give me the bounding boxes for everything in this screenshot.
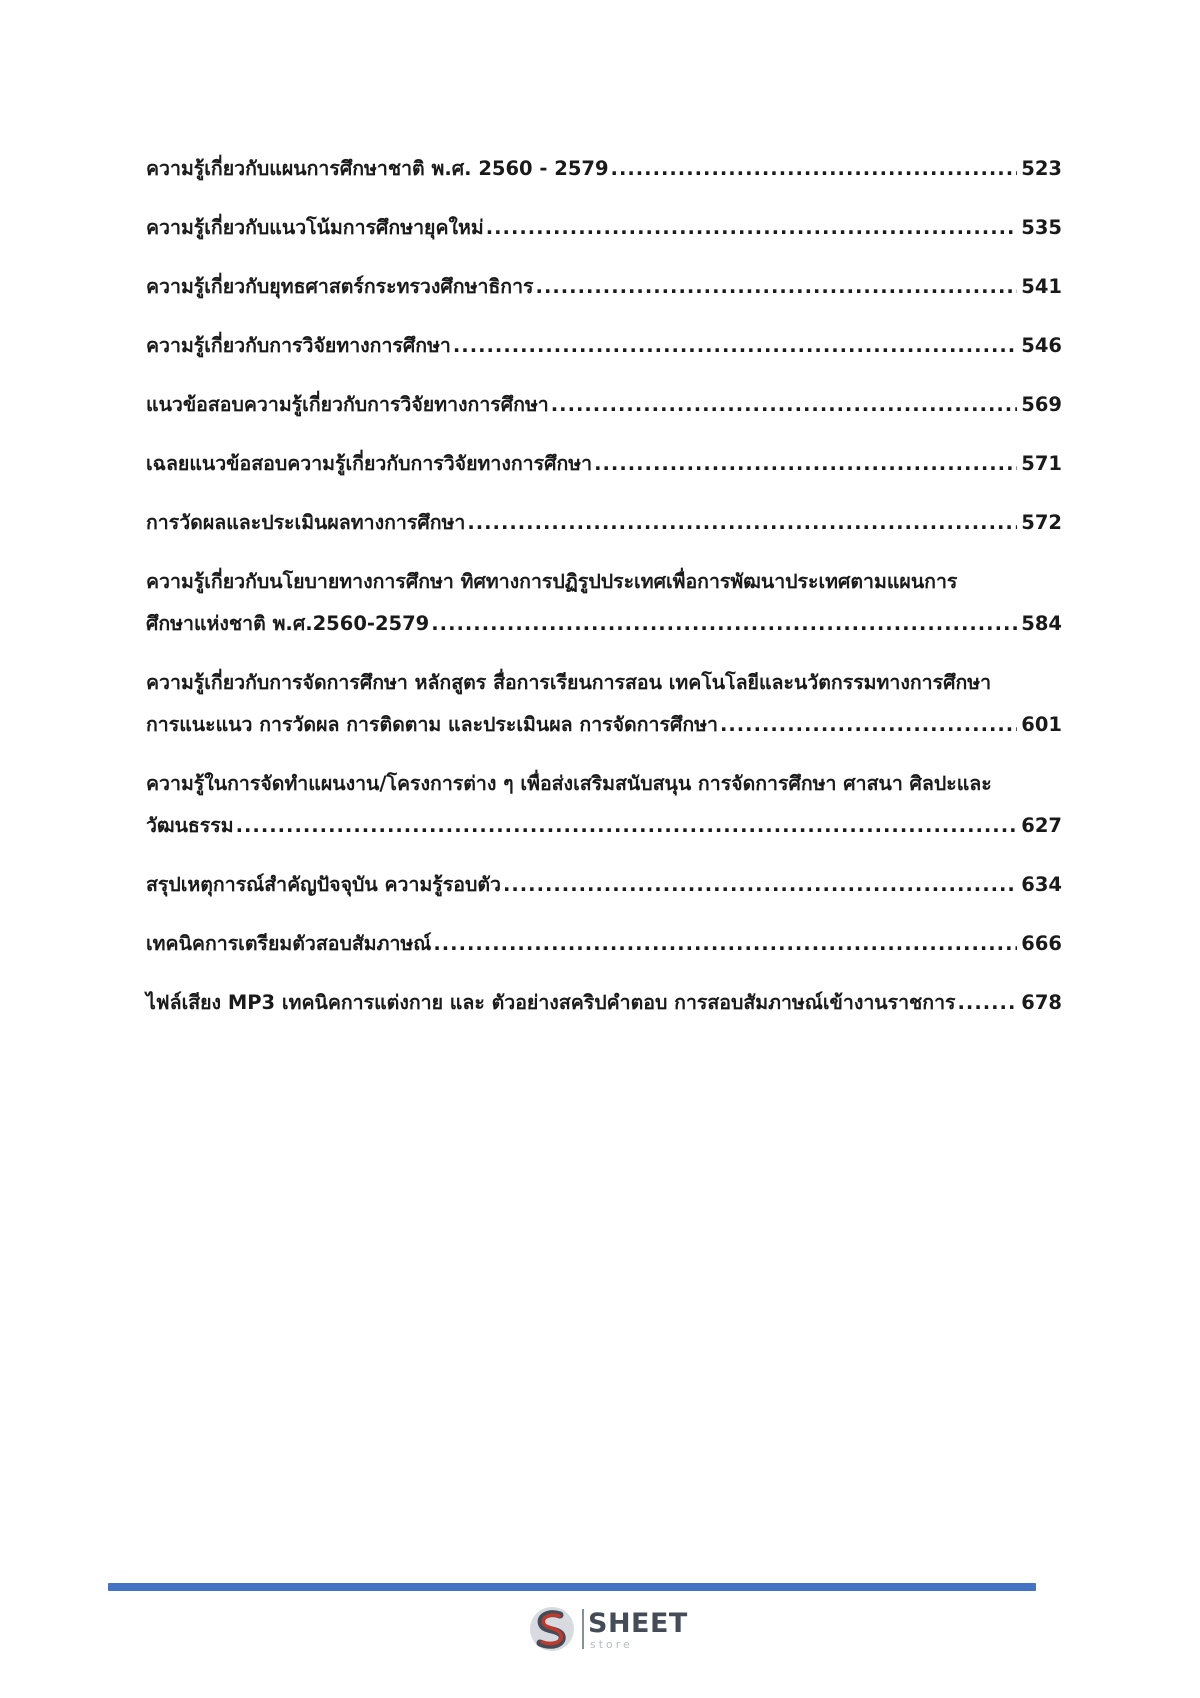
- toc-leader-dots: [720, 704, 1017, 746]
- toc-entry-last-line: [146, 384, 1062, 426]
- logo-s-icon: [526, 1603, 578, 1655]
- toc-page-number: 571: [1021, 452, 1062, 475]
- toc-entry-last-line: [146, 805, 1062, 847]
- toc-leader-dots: [611, 148, 1018, 190]
- toc-entry-title-line: ความรู้เกี่ยวกับการจัดการศึกษา หลักสูตร สื่อการเรียนการสอน เทคโนโลยีและนวัตกรรมทางการศึกษา: [146, 671, 992, 694]
- toc-entry: [146, 662, 1062, 746]
- toc-page-number: 678: [1021, 991, 1062, 1014]
- toc-page-number: 584: [1021, 612, 1062, 635]
- toc-entry-title: เฉลยแนวข้อสอบความรู้เกี่ยวกับการวิจัยทางการศึกษา: [146, 452, 593, 475]
- toc-leader-dots: [236, 805, 1018, 847]
- toc-entry: [146, 207, 1062, 249]
- toc-entry-last-line: [146, 148, 1062, 190]
- toc-page-number: 535: [1021, 216, 1062, 239]
- toc-leader-dots: [433, 923, 1017, 965]
- toc-page-number: 666: [1021, 932, 1062, 955]
- toc-entry-title: วัฒนธรรม: [146, 814, 234, 837]
- footer-rule: [108, 1583, 1036, 1591]
- toc-entry-last-line: [146, 325, 1062, 367]
- sheet-store-logo: [526, 1603, 686, 1659]
- toc-page-number: 569: [1021, 393, 1062, 416]
- toc-entry: [146, 864, 1062, 906]
- toc-entry: [146, 982, 1062, 1024]
- toc-entry-title: ไฟล์เสียง MP3 เทคนิคการแต่งกาย และ ตัวอย่างสคริปคำตอบ การสอบสัมภาษณ์เข้างานราชการ: [146, 991, 956, 1014]
- toc-entry: [146, 443, 1062, 485]
- toc-leader-dots: [467, 502, 1017, 544]
- toc-entry-title: ความรู้เกี่ยวกับแนวโน้มการศึกษายุคใหม่: [146, 216, 484, 239]
- toc-entry-title: เทคนิคการเตรียมตัวสอบสัมภาษณ์: [146, 932, 432, 955]
- toc-entry-last-line: [146, 864, 1062, 906]
- toc-leader-dots: [594, 443, 1017, 485]
- toc-entry-last-line: [146, 982, 1062, 1024]
- toc-page-number: 546: [1021, 334, 1062, 357]
- toc-leader-dots: [486, 207, 1018, 249]
- toc-entry: [146, 923, 1062, 965]
- toc-entry-last-line: [146, 502, 1062, 544]
- toc-leader-dots: [431, 603, 1017, 645]
- toc-entry-last-line: [146, 266, 1062, 308]
- toc-entry: [146, 266, 1062, 308]
- logo-divider: [582, 1609, 584, 1649]
- toc-entry: [146, 325, 1062, 367]
- toc-entry-last-line: [146, 207, 1062, 249]
- toc-entry-title: แนวข้อสอบความรู้เกี่ยวกับการวิจัยทางการศึกษา: [146, 393, 549, 416]
- toc-entry-title: ความรู้เกี่ยวกับยุทธศาสตร์กระทรวงศึกษาธิการ: [146, 275, 534, 298]
- toc-leader-dots: [958, 982, 1018, 1024]
- toc-leader-dots: [453, 325, 1017, 367]
- toc-entry: [146, 763, 1062, 847]
- toc-page-number: 627: [1021, 814, 1062, 837]
- toc-page-number: 541: [1021, 275, 1062, 298]
- toc-page-number: 601: [1021, 713, 1062, 736]
- logo-sub: store: [590, 1638, 633, 1651]
- toc-entry-title: ความรู้เกี่ยวกับการวิจัยทางการศึกษา: [146, 334, 451, 357]
- toc-entry-title: สรุปเหตุการณ์สำคัญปัจจุบัน ความรู้รอบตัว: [146, 873, 501, 896]
- toc-entry-title-line: ความรู้เกี่ยวกับนโยบายทางการศึกษา ทิศทางการปฏิรูปประเทศเพื่อการพัฒนาประเทศตามแผนการ: [146, 570, 958, 593]
- toc-page-number: 523: [1021, 157, 1062, 180]
- toc-entry: [146, 561, 1062, 645]
- table-of-contents: [146, 148, 1062, 1041]
- toc-entry-title: ศึกษาแห่งชาติ พ.ศ.2560-2579: [146, 612, 430, 635]
- toc-entry-last-line: [146, 443, 1062, 485]
- toc-entry-title-line: ความรู้ในการจัดทำแผนงาน/โครงการต่าง ๆ เพื่อส่งเสริมสนับสนุน การจัดการศึกษา ศาสนา ศิลปะและ: [146, 772, 992, 795]
- toc-entry-title: การวัดผลและประเมินผลทางการศึกษา: [146, 511, 466, 534]
- toc-entry-title: ความรู้เกี่ยวกับแผนการศึกษาชาติ พ.ศ. 2560 - 2579: [146, 157, 609, 180]
- toc-page-number: 572: [1021, 511, 1062, 534]
- toc-entry: [146, 384, 1062, 426]
- toc-entry-last-line: [146, 923, 1062, 965]
- toc-entry: [146, 502, 1062, 544]
- toc-entry: [146, 148, 1062, 190]
- toc-page-number: 634: [1021, 873, 1062, 896]
- toc-entry-title: การแนะแนว การวัดผล การติดตาม และประเมินผล การจัดการศึกษา: [146, 713, 718, 736]
- toc-entry-last-line: [146, 603, 1062, 645]
- toc-entry-last-line: [146, 704, 1062, 746]
- toc-leader-dots: [551, 384, 1018, 426]
- toc-leader-dots: [503, 864, 1017, 906]
- logo-name: SHEET: [588, 1608, 688, 1639]
- toc-leader-dots: [536, 266, 1018, 308]
